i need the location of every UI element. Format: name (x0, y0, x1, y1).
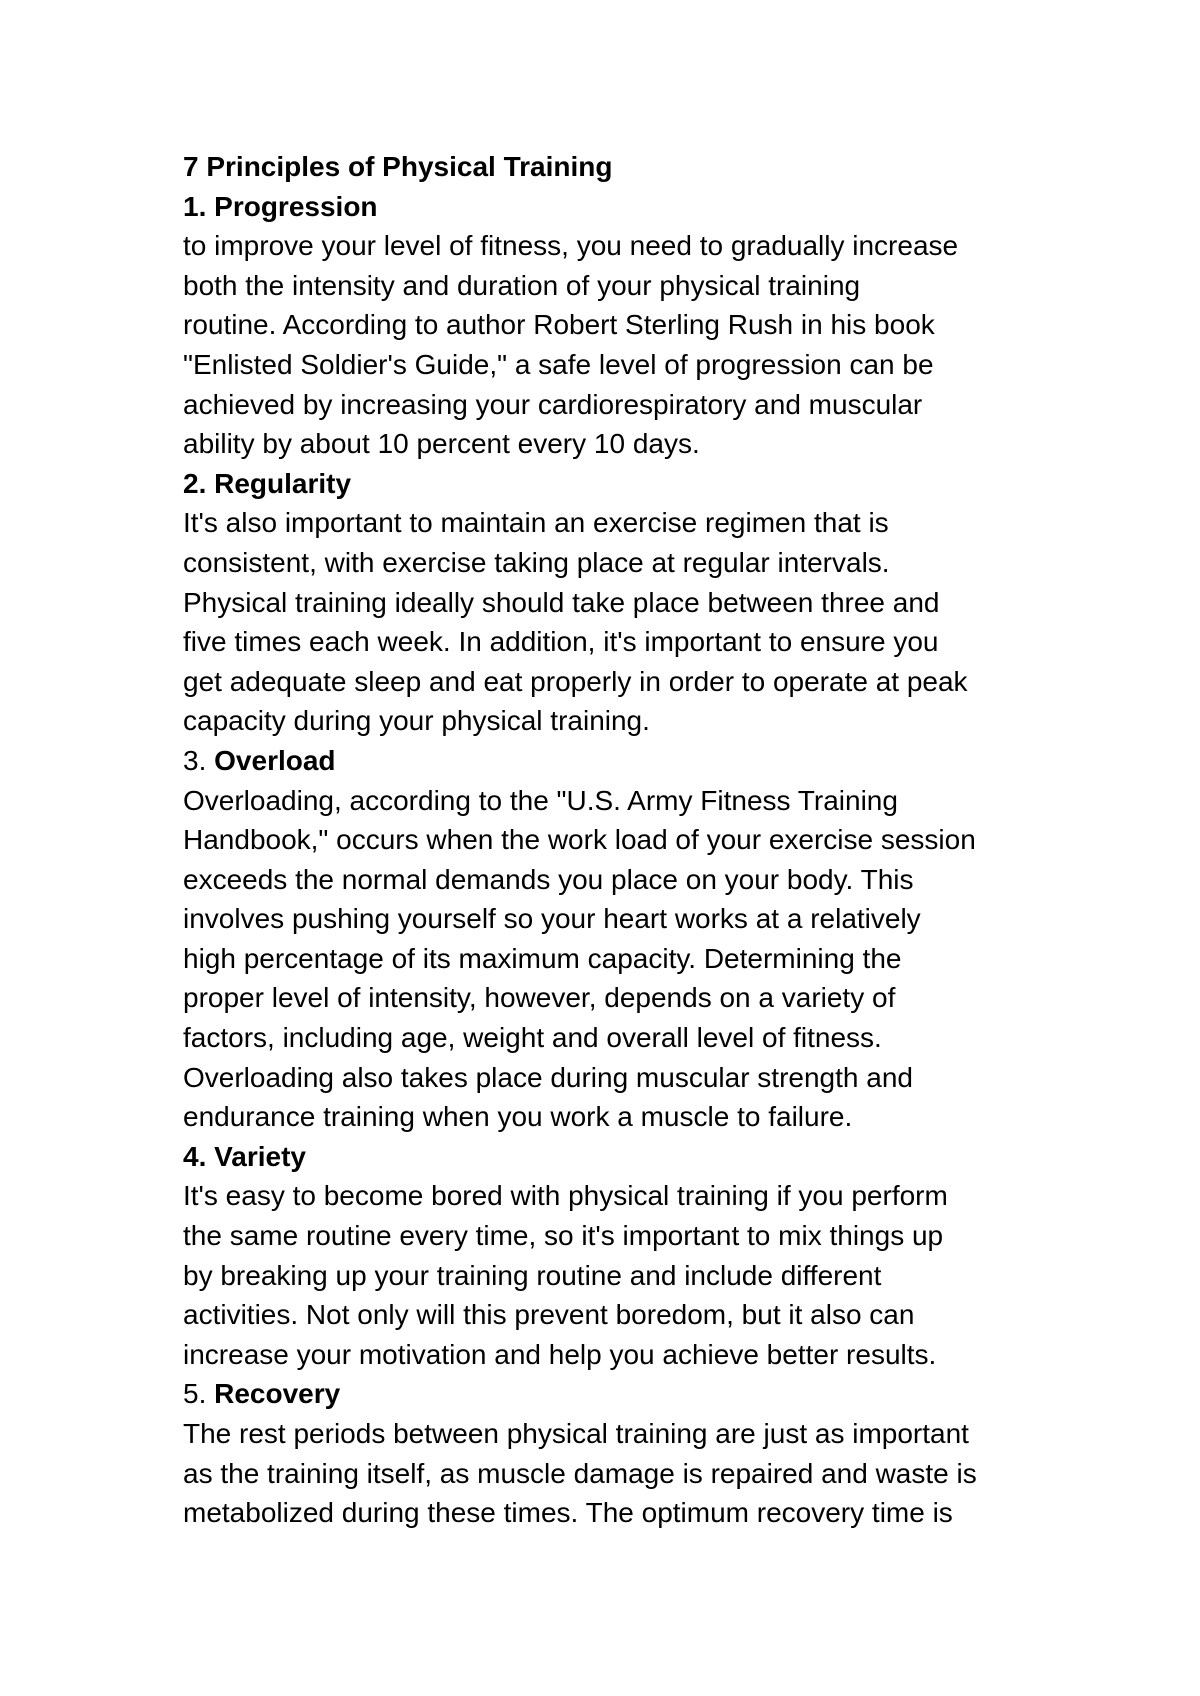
section-number: 3. (183, 744, 207, 776)
section-heading (183, 741, 1063, 781)
section-number: 1. (183, 190, 207, 222)
section-heading (183, 187, 1063, 227)
section-number: 2. (183, 467, 207, 499)
body-line: exceeds the normal demands you place on your body. This (183, 863, 914, 895)
body-line: by breaking up your training routine and include different (183, 1259, 882, 1291)
body-line: The rest periods between physical training are just as important (183, 1418, 969, 1449)
document-title: 7 Principles of Physical Training (183, 151, 613, 182)
body-line: consistent, with exercise taking place at regular intervals. (183, 546, 890, 578)
section-variety (183, 1137, 1063, 1375)
section-regularity (183, 464, 1063, 741)
section-number: 4. (183, 1140, 207, 1172)
body-line: to improve your level of fitness, you need to gradually increase (183, 230, 959, 262)
body-line: both the intensity and duration of your physical training (183, 269, 861, 301)
body-line: activities. Not only will this prevent boredom, but it also can (183, 1299, 915, 1331)
body-line: increase your motivation and help you achieve better results. (183, 1338, 937, 1370)
section-progression (183, 187, 1063, 464)
section-heading-text: Overload (214, 744, 336, 776)
body-line: capacity during your physical training. (183, 705, 650, 737)
section-heading-text: Regularity (214, 467, 352, 499)
body-line: endurance training when you work a muscle to failure. (183, 1101, 853, 1133)
body-line: It's also important to maintain an exercise regimen that is (183, 507, 889, 539)
section-heading (183, 1137, 1063, 1177)
body-line: five times each week. In addition, it's important to ensure you (183, 626, 939, 658)
body-line: involves pushing yourself so your heart works at a relatively (183, 903, 921, 935)
body-line: the same routine every time, so it's important to mix things up (183, 1220, 944, 1252)
section-recovery (183, 1374, 1063, 1532)
body-line: "Enlisted Soldier's Guide," a safe level of progression can be (183, 348, 934, 380)
section-heading-text: Progression (214, 190, 378, 222)
section-heading (183, 464, 1063, 504)
body-line: ability by about 10 percent every 10 days. (183, 428, 700, 460)
section-heading-text: Variety (214, 1140, 306, 1172)
section-heading-text: Recovery (214, 1378, 341, 1410)
body-line: metabolized during these times. The optimum recovery time is (183, 1497, 953, 1529)
body-line: Physical training ideally should take place between three and (183, 586, 940, 618)
body-line: get adequate sleep and eat properly in order to operate at peak (183, 665, 968, 697)
document-page (183, 147, 1063, 1533)
body-line: Overloading, according to the "U.S. Army Fitness Training (183, 784, 898, 816)
body-line: Overloading also takes place during muscular strength and (183, 1061, 913, 1093)
body-line: Handbook," occurs when the work load of your exercise session (183, 824, 976, 856)
body-line: proper level of intensity, however, depends on a variety of (183, 982, 896, 1014)
section-heading (183, 1374, 1063, 1414)
body-line: high percentage of its maximum capacity. Determining the (183, 942, 902, 974)
section-overload (183, 741, 1063, 1137)
body-line: achieved by increasing your cardiorespiratory and muscular (183, 388, 923, 420)
section-number: 5. (183, 1378, 207, 1410)
body-line: routine. According to author Robert Sterling Rush in his book (183, 309, 935, 341)
body-line: as the training itself, as muscle damage is repaired and waste is (183, 1457, 977, 1489)
body-line: It's easy to become bored with physical training if you perform (183, 1180, 948, 1212)
body-line: factors, including age, weight and overall level of fitness. (183, 1022, 882, 1054)
